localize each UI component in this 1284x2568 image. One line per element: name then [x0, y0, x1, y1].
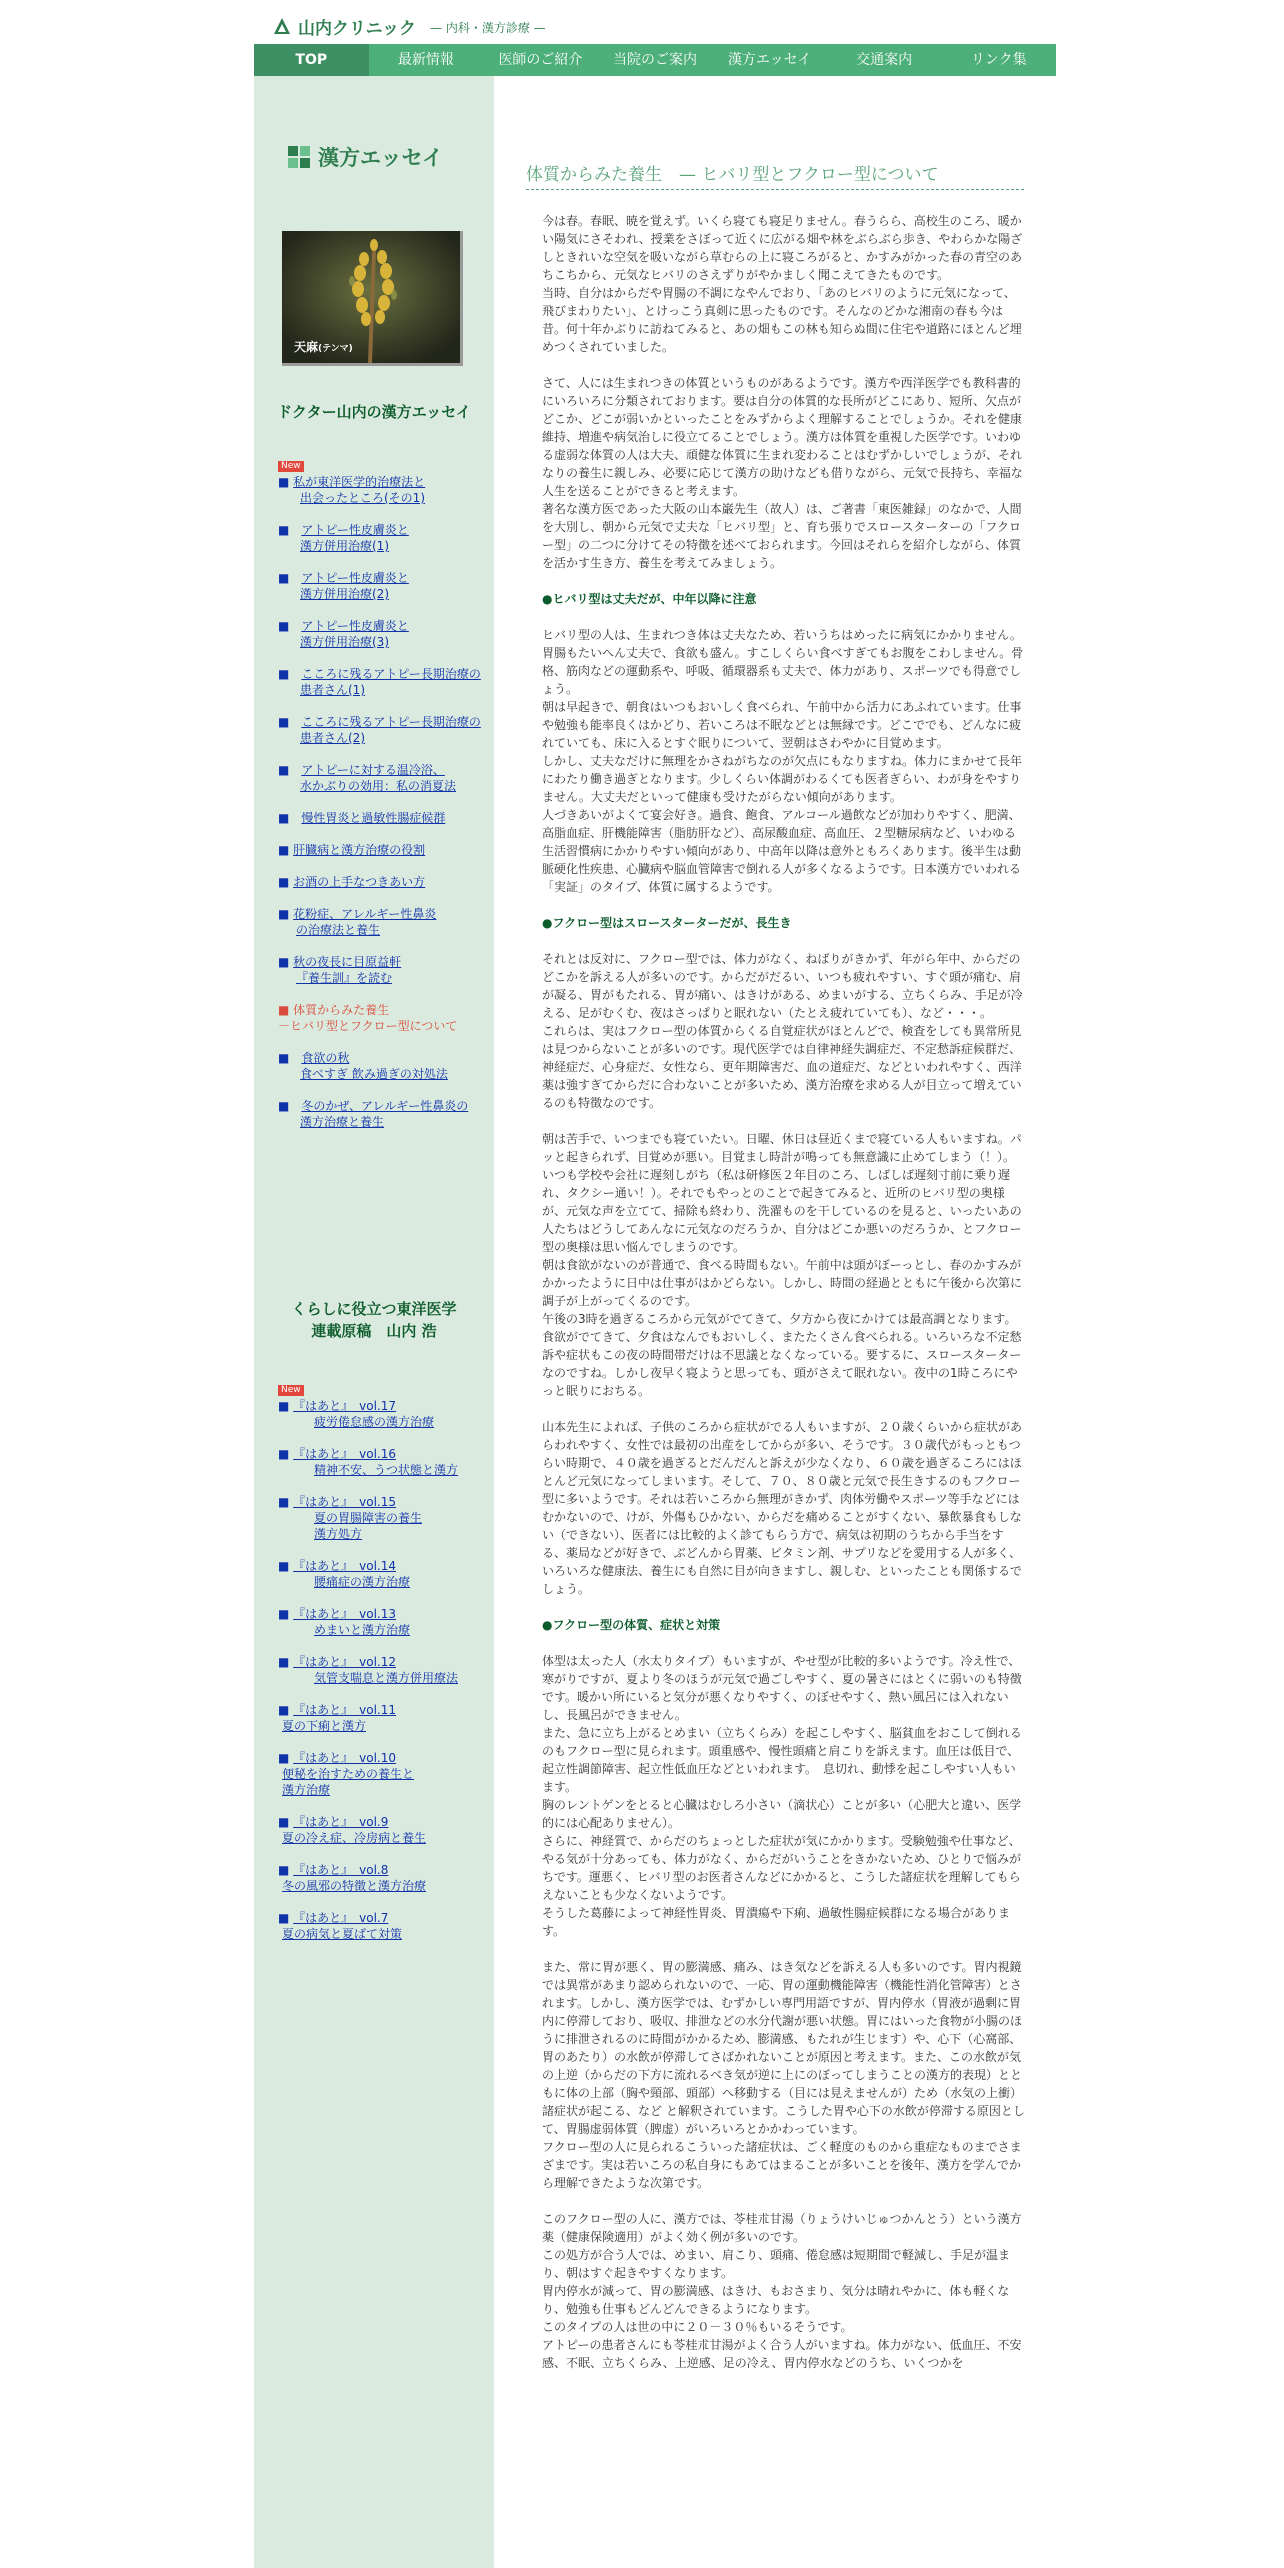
serial-heading-line1: くらしに役立つ東洋医学: [291, 1300, 457, 1318]
paragraph: それとは反対に、フクロー型では、体力がなく、ねばりがきかず、年がら年中、からだのどこかを訴える人が多いのです。からだがだるい、いつも疲れやすい、すぐ頭が痛む、肩が凝る、胃がもたれる、胃が痛い、はきけがある、めまいがする、立ちくらみ、手足が冷える、足がむくむ、夜はさっぱりと眠れない（たとえ疲れていても）、など・・・。 これらは、実はフクロー型の体質からくる自覚症状がほとんどで、検査をしても異常所見は見つからないことが多いのです。現代医学では自律神経失調症だ、不定愁訴症候群だ、神経症だ、心身症だ、女性なら、更年期障害だ、血の道症だ、などといわれやすく、西洋薬は強すぎてからだに合わないことが多いため、漢方治療を求める人が目立って増えているのも特徴なのです。: [542, 952, 1023, 1110]
hatto-item[interactable]: ■ 『はあと』 vol.8 冬の風邪の特徴と漢方治療: [278, 1863, 427, 1893]
hatto-item[interactable]: ■ 『はあと』 vol.15 夏の胃腸障害の養生 漢方処方: [278, 1495, 423, 1541]
essay-item[interactable]: ■ アトピー性皮膚炎と 漢方併用治療(3): [278, 619, 409, 649]
main-content: [526, 160, 1026, 2370]
paragraph: 朝は苦手で、いつまでも寝ていたい。日曜、休日は昼近くまで寝ている人もいますね。パッと起きられず、目覚めが悪い。目覚まし時計が鳴っても無意識に止めてしまう（！）。いつも学校や会社に遅刻しがち（私は研修医２年目のころ、しばしば遅刻寸前に乗り遅れ、タクシー通い！）。それでもやっとのことで起きてみると、近所のヒバリ型の奥様が、元気な声を立てて、掃除も終わり、洗濯ものを干しているのを見ると、いったいあの人たちはどうしてあんなに元気なのだろうか、自分はどこか悪いのだろうか、とフクロー型の奥様は思い悩んでしまうのです。 朝は食欲がないのが普通で、食べる時間もない。午前中は頭がぼーっとし、春のかすみがかかったように日中は仕事がはかどらない。しかし、時間の経過とともに午後から次第に調子が上がってくるのです。 午後の3時を過ぎるころから元気がでてきて、夕方から夜にかけては最高調となります。食欲がでてきて、夕食はなんでもおいしく、またたくさん食べられる。いろいろな不定愁訴や症状もこの夜の時間帯だけは不思議となくなっている。要するに、スロースターターなのですね。しかし夜早く寝ようと思っても、頭がさえて眠れない。夜中の1時ころにやっと眠りにおちる。: [542, 1132, 1023, 1398]
nav-kampo-essay[interactable]: 漢方エッセイ: [727, 52, 812, 68]
clinic-subtitle: — 内科・漢方診療 —: [430, 21, 546, 35]
article-body: [542, 212, 1026, 2390]
essay-item[interactable]: ■ アトピーに対する温冷浴、 水かぶりの効用：私の消夏法: [278, 763, 457, 793]
essay-item[interactable]: ■ アトピー性皮膚炎と 漢方併用治療(1): [278, 523, 409, 553]
paragraph: 今は春。春眠、暁を覚えず。いくら寝ても寝足りません。春うらら、高校生のころ、暖かい陽気にさそわれ、授業をさぼって近くに広がる畑や林をぶらぶら歩き、やわらかな陽ざしときれいな空気を吸いながら草むらの上に寝ころがると、かすみがかった春の青空のあちこちから、元気なヒバリのさえずりがやかましく聞こえてきたものです。 当時、自分はからだや胃腸の不調になやんでおり、「あのヒバリのように元気になって、飛びまわりたい」、とけっこう真剣に思ったものです。そんなのどかな湘南の春も今は昔。何十年かぶりに訪ねてみると、あの畑もこの林も知らぬ間に住宅や道路にほとんど埋めつくされていました。: [542, 214, 1023, 354]
hatto-list: [278, 1380, 490, 1958]
nav-access[interactable]: 交通案内: [856, 52, 913, 68]
essay-item[interactable]: ■ お酒の上手なつきあい方: [278, 875, 426, 889]
essay-item[interactable]: ■ 慢性胃炎と過敏性腸症候群: [278, 811, 446, 825]
section-heading: ●フクロー型の体質、症状と対策: [542, 1618, 721, 1632]
essay-item[interactable]: ■ こころに残るアトピー長期治療の 患者さん(2): [278, 715, 481, 745]
sidebar-title-text: 漢方エッセイ: [318, 146, 443, 170]
essay-item[interactable]: ■ 冬のかぜ、アレルギー性鼻炎の 漢方治療と養生: [278, 1099, 469, 1129]
essay-list-heading: ドクター山内の漢方エッセイ: [277, 403, 471, 421]
main-nav: [254, 44, 1056, 76]
hatto-item[interactable]: ■ 『はあと』 vol.14 腰痛症の漢方治療: [278, 1559, 411, 1589]
paragraph: さて、人には生まれつきの体質というものがあるようです。漢方や西洋医学でも教科書的にいろいろに分類されております。要は自分の体質的な長所がどこにあり、短所、欠点がどこか、どこが弱いかといったことをみずからよく理解することでしょうか。それを健康維持、増進や病気治しに役立てることでしょう。漢方は体質を重視した医学です。いわゆる虚弱な体質の人は大夫、頑健な体質に生まれ変わることはむずかしいでしょうが、それなりの養生に親しみ、必要に応じて漢方の助けなども借りながら、元気で長持ち、幸福な人生を送ることができると考えます。 著名な漢方医であった大阪の山本巌先生（故人）は、ご著書「東医雑録」のなかで、人間を大別し、朝から元気で丈夫な「ヒバリ型」と、育ち張りでスロースターターの「フクロー型」の二つに分けてその特徴を述べておられます。今回はそれらを紹介しながら、体質を活かす生き方、養生を考えてみましょう。: [542, 376, 1023, 570]
paragraph: 体型は太った人（水太りタイプ）もいますが、やせ型が比較的多いようです。冷え性で、寒がりですが、夏より冬のほうが元気で過ごしやすく、夏の暑さにはとくに弱いのも特徴です。暖かい所にいると気分が悪くなりやすく、のぼせやすく、熱い風呂には入れないし、長風呂ができません。 また、急に立ち上がるとめまい（立ちくらみ）を起こしやすく、脳貧血をおこして倒れるのもフクロー型に見られます。頭重感や、慢性頭痛と肩こりを訴えます。血圧は低目で、起立性調節障害、起立性低血圧などといわれます。 息切れ、動悸を起こしやすい人もいます。 胸のレントゲンをとると心臓はむしろ小さい（滴状心）ことが多い（心肥大と違い、医学的には心配ありません）。 さらに、神経質で、からだのちょっとした症状が気にかかります。受験勉強や仕事など、やる気が十分あっても、体力がなく、からだがいうことをきかないため、ひとりで悩みがちです。運悪く、ヒバリ型のお医者さんなどにかかると、こうした諸症状を理解してもらえないことも少なくないようです。 そうした葛藤によって神経性胃炎、胃潰瘍や下痢、過敏性腸症候群になる場合があります。: [542, 1654, 1022, 1938]
hatto-item[interactable]: ■ 『はあと』 vol.10 便秘を治すための養生と 漢方治療: [278, 1751, 415, 1797]
new-badge: New: [278, 461, 304, 472]
essay-item[interactable]: ■ 花粉症、アレルギー性鼻炎 の治療法と養生: [278, 907, 437, 937]
hatto-item[interactable]: ■ 『はあと』 vol.12 気管支喘息と漢方併用療法: [278, 1655, 459, 1685]
nav-top[interactable]: TOP: [254, 44, 369, 76]
hatto-item[interactable]: ■ 『はあと』 vol.13 めまいと漢方治療: [278, 1607, 411, 1637]
hatto-item[interactable]: ■ 『はあと』 vol.16 精神不安、うつ状態と漢方: [278, 1447, 459, 1477]
plant-caption: 天麻(テンマ): [294, 340, 353, 354]
nav-doctor[interactable]: 医師のご紹介: [498, 52, 583, 68]
hatto-item[interactable]: ■ 『はあと』 vol.9 夏の冷え症、冷房病と養生: [278, 1815, 427, 1845]
essay-list: [278, 456, 490, 1146]
nav-news[interactable]: 最新情報: [397, 52, 454, 68]
plant-photo: [282, 231, 463, 366]
sidebar: [254, 76, 494, 2568]
paragraph: また、常に胃が悪く、胃の膨満感、痛み、はき気などを訴える人も多いのです。胃内視鏡では異常があまり認められないので、一応、胃の運動機能障害（機能性消化管障害）とされます。しかし、漢方医学では、むずかしい専門用語ですが、胃内停水（胃液が過剰に胃内に停滞しており、吸収、排泄などの水分代謝が悪い状態。胃にはいった食物が小腸のほうに排泄されるのに時間がかかるため、膨満感、もたれが生じます）や、心下（心窩部、胃のあたり）の水飲が停滞してさばかれないことが原因と考えます。また、この水飲が気の上逆（からだの下方に流れるべき気が逆に上にのぼってしまうことの漢方的表現）とともに体の上部（胸や頸部、頭部）へ移動する（目には見えませんが）ため（水気の上衝）諸症状が起こる、など と解釈されています。こうした胃や心下の水飲が停滞する原因として、胃腸虚弱体質（脾虚）がいろいろとかかわっています。 フクロー型の人に見られるこういった諸症状は、ごく軽度のものから重症なものまでさまざまです。実は若いころの私自身にもあてはまることが多いことを後年、漢方を学んでから理解できたような次第です。: [542, 1960, 1025, 2190]
new-badge: New: [278, 1385, 304, 1396]
paragraph: このフクロー型の人に、漢方では、苓桂朮甘湯（りょうけいじゅつかんとう）という漢方薬（健康保険適用）がよく効く例が多いのです。 この処方が合う人では、めまい、肩こり、頭痛、倦怠感は短期間で軽減し、手足が温まり、朝はすぐ起きやすくなります。 胃内停水が減って、胃の膨満感、はきけ、もおさまり、気分は晴れやかに、体も軽くなり、勉強も仕事もどんどんできるようになります。 このタイプの人は世の中に２０－３０％もいるそうです。 アトピーの患者さんにも苓桂朮甘湯がよく合う人がいますね。体力がない、低血圧、不安感、不眠、立ちくらみ、上逆感、足の冷え、胃内停水などのうち、いくつかを: [542, 2212, 1022, 2370]
square-logo-icon: [288, 146, 310, 168]
serial-heading: [254, 1298, 494, 1342]
paragraph: 山本先生によれば、子供のころから症状がでる人もいますが、２０歳くらいから症状があらわれやすく、女性では最初の出産をしてからが多い、そうです。３０歳代がもっともつらい時期で、４０歳を過ぎるとだんだんと訴えが少なくなり、６０歳を過ぎるころにはほとんど元気になってしまいます。そして、７０、８０歳と元気で長生きするのもフクロー型に多いようです。それは若いころから無理がきかず、肉体労働やスポーツ等手などにはむかないので、けが、外傷もひかない、からだを痛めることがすくない、暴飲暴食もしない（できない）、医者には比較的よく診てもらう方で、病気は初期のうちから手当をする、薬局などが好きで、ぶどんから胃薬、ビタミン剤、サプリなどを愛用する人が多く、いろいろな健康法、養生にも自然に目が向きますし、親しむ、といったことも関係するでしょう。: [542, 1420, 1023, 1596]
nav-clinic-info[interactable]: 当院のご案内: [613, 52, 698, 68]
clinic-logo-icon: [272, 16, 292, 36]
section-heading: ●フクロー型はスロースターターだが、長生き: [542, 916, 792, 930]
article-title: 体質からみた養生 — ヒバリ型とフクロー型について: [526, 160, 1024, 190]
essay-item[interactable]: ■ こころに残るアトピー長期治療の 患者さん(1): [278, 667, 481, 697]
clinic-name[interactable]: 山内クリニック: [298, 19, 416, 39]
hatto-item[interactable]: ■ 『はあと』 vol.7 夏の病気と夏ばて対策: [278, 1911, 403, 1941]
essay-item[interactable]: ■ 肝臓病と漢方治療の役割: [278, 843, 426, 857]
essay-item-current[interactable]: ■ 体質からみた養生 －ヒバリ型とフクロー型について: [278, 1003, 458, 1033]
hatto-item[interactable]: ■ 『はあと』 vol.11 夏の下痢と漢方: [278, 1703, 397, 1733]
essay-item[interactable]: New ■ 私が東洋医学的治療法と 出会ったところ(その1): [278, 461, 426, 505]
sidebar-title: [288, 142, 443, 172]
essay-item[interactable]: ■ アトピー性皮膚炎と 漢方併用治療(2): [278, 571, 409, 601]
hatto-item[interactable]: New ■ 『はあと』 vol.17 疲労倦怠感の漢方治療: [278, 1385, 435, 1429]
paragraph: ヒバリ型の人は、生まれつき体は丈夫なため、若いうちはめったに病気にかかりません。胃腸もたいへん丈夫で、食欲も盛ん。すこしくらい食べすぎてもお腹をこわしません。骨格、筋肉などの運動系や、呼吸、循環器系も丈夫で、体力があり、スポーツでも得意でしょう。 朝は早起きで、朝食はいつもおいしく食べられ、午前中から活力にあふれています。仕事や勉強も能率良くはかどり、若いころは不眠などとは無縁です。どこででも、どんなに疲れていても、床に入るとすぐ眠りについて、翌朝はさわやかに目覚めます。 しかし、丈夫なだけに無理をかさねがちなのが欠点にもなりますね。体力にまかせて長年にわたり働き過ぎとなります。少しくらい体調がわるくても医者ぎらい、わが身をやすりません。大丈夫だといって健康も受けたがらない傾向があります。 人づきあいがよくて宴会好き。過食、飽食、アルコール過飲などが加わりやすく、肥満、高脂血症、肝機能障害（脂肪肝など）、高尿酸血症、高血圧、２型糖尿病など、いわゆる生活習慣病にかかりやすい傾向があり、中高年以降は意外ともろくあります。後半生は動脈硬化性疾患、心臓病や脳血管障害で倒れる人が多くなるようです。日本漢方でいわれる「実証」のタイプ、体質に属するようです。: [542, 628, 1024, 894]
nav-links[interactable]: リンク集: [970, 52, 1027, 68]
serial-heading-line2: 連載原稿 山内 浩: [311, 1322, 437, 1340]
essay-item[interactable]: ■ 秋の夜長に目原益軒 『養生訓』を読む: [278, 955, 402, 985]
section-heading: ●ヒバリ型は丈夫だが、中年以降に注意: [542, 592, 757, 606]
site-header: [254, 12, 1054, 42]
essay-item[interactable]: ■ 食欲の秋 食べすぎ 飲み過ぎの対処法: [278, 1051, 448, 1081]
